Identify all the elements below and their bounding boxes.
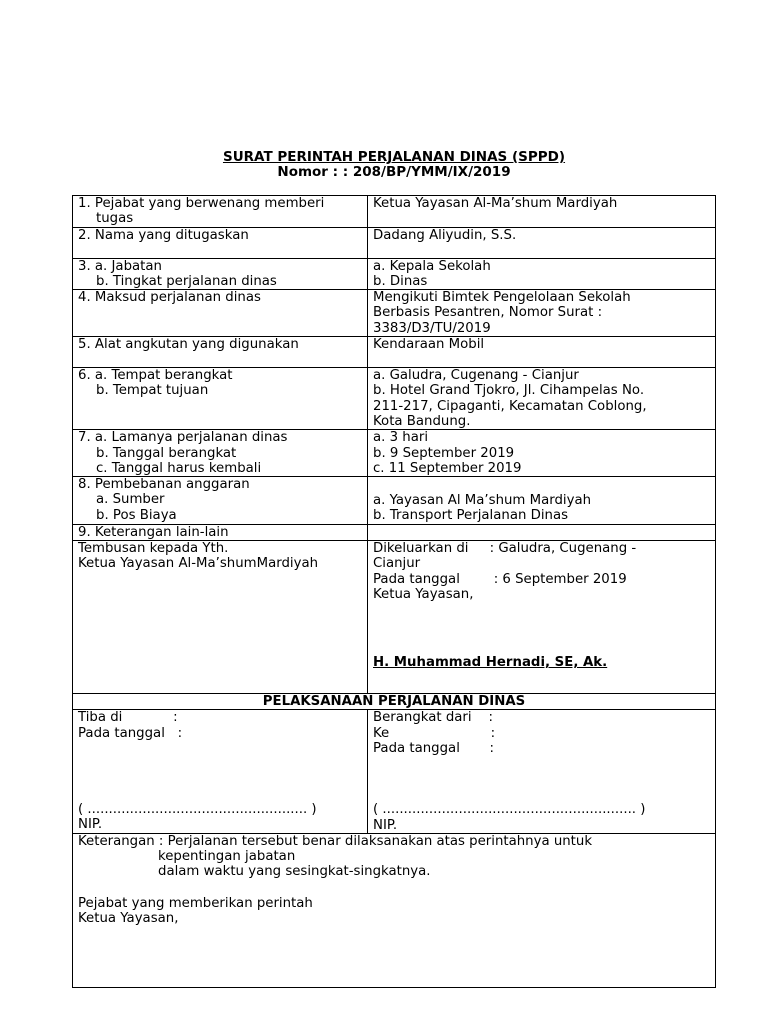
departure-cell (368, 710, 716, 833)
table-row (73, 541, 716, 694)
row-7-value: a. 3 hari b. 9 September 2019 c. 11 September 2019 (368, 430, 716, 477)
row-3-value: a. Kepala Sekolah b. Dinas (368, 258, 716, 290)
tembusan-cell (73, 541, 368, 694)
issued-place: Dikeluarkan di : Galudra, Cugenang - (373, 541, 637, 557)
order-giver-role: Ketua Yayasan, (78, 911, 179, 927)
tembusan-heading: Tembusan kepada Yth. (78, 541, 229, 557)
table-row (73, 337, 716, 368)
row-4-value: Mengikuti Bimtek Pengelolaan Sekolah Berbasis Pesantren, Nomor Surat : 3383/D3/TU/2019 (368, 290, 716, 337)
table-row (73, 258, 716, 290)
arrived-at-label: Tiba di : (78, 710, 178, 726)
keterangan-cell: Keterangan : Perjalanan tersebut benar dilaksanakan atas perintahnya untuk kepentingan jabatan dalam waktu yang sesingkat-singkatnya. Pejabat yang memberikan perintah Ketua Yayasan, (73, 833, 716, 987)
issued-role: Ketua Yayasan, (373, 586, 474, 602)
row-9-label: 9. Keterangan lain-lain (73, 524, 368, 540)
row-8-value: a. Yayasan Al Ma’shum Mardiyah b. Transport Perjalanan Dinas (368, 477, 716, 525)
destination-label: Ke : (373, 725, 496, 741)
signature-line: ( ............................................................ ) (373, 802, 646, 818)
table-row (73, 833, 716, 987)
table-row (73, 524, 716, 540)
section-title: PELAKSANAAN PERJALANAN DINAS (73, 694, 716, 710)
row-3-label: 3. a. Jabatan b. Tingkat perjalanan dinas (73, 258, 368, 290)
row-7-label: 7. a. Lamanya perjalanan dinas b. Tanggal berangkat c. Tanggal harus kembali (73, 430, 368, 477)
signer-name: H. Muhammad Hernadi, SE, Ak. (373, 655, 608, 671)
issued-cell: Dikeluarkan di : Galudra, Cugenang - Cianjur Pada tanggal : 6 September 2019 Ketua Yayasan, H. Muhammad Hernadi, SE, Ak. (368, 541, 716, 694)
table-row (73, 196, 716, 228)
document-number: Nomor : : 208/BP/YMM/IX/2019 (277, 164, 511, 180)
keterangan-text: Keterangan : Perjalanan tersebut benar dilaksanakan atas perintahnya untuk (78, 833, 593, 849)
sppd-table (72, 195, 716, 988)
document-title: SURAT PERINTAH PERJALANAN DINAS (SPPD) (222, 149, 566, 165)
signature-line: ( .................................................... ) (78, 801, 317, 817)
row-6-label: 6. a. Tempat berangkat b. Tempat tujuan (73, 368, 368, 430)
table-row (73, 368, 716, 430)
nip-label: NIP. (78, 817, 103, 833)
row-5-label: 5. Alat angkutan yang digunakan (73, 337, 368, 368)
row-1-value: Ketua Yayasan Al-Ma’shum Mardiyah (368, 196, 716, 228)
table-row (73, 290, 716, 337)
arrival-date-label: Pada tanggal : (78, 725, 183, 741)
table-row (73, 227, 716, 258)
row-2-label: 2. Nama yang ditugaskan (73, 227, 368, 258)
table-row (73, 694, 716, 710)
depart-from-label: Berangkat dari : (373, 710, 493, 726)
departure-date-label: Pada tanggal : (373, 740, 494, 756)
row-2-value: Dadang Aliyudin, S.S. (368, 227, 716, 258)
row-5-value: Kendaraan Mobil (368, 337, 716, 368)
row-4-label: 4. Maksud perjalanan dinas (73, 290, 368, 337)
table-row (73, 710, 716, 833)
table-row (73, 477, 716, 525)
row-6-value: a. Galudra, Cugenang - Cianjur b. Hotel Grand Tjokro, Jl. Cihampelas No. 211-217, Cipaganti, Kecamatan Coblong, Kota Bandung. (368, 368, 716, 430)
nip-label: NIP. (373, 817, 398, 833)
table-row (73, 430, 716, 477)
tembusan-recipient: Ketua Yayasan Al-Ma’shumMardiyah (78, 556, 319, 572)
order-giver-label: Pejabat yang memberikan perintah (78, 895, 313, 911)
arrival-cell (73, 710, 368, 833)
issued-date: Pada tanggal : 6 September 2019 (373, 571, 627, 587)
row-8-label: 8. Pembebanan anggaran a. Sumber b. Pos Biaya (73, 477, 368, 525)
row-9-value (368, 524, 716, 540)
row-1-label: 1. Pejabat yang berwenang memberi tugas (73, 196, 368, 228)
